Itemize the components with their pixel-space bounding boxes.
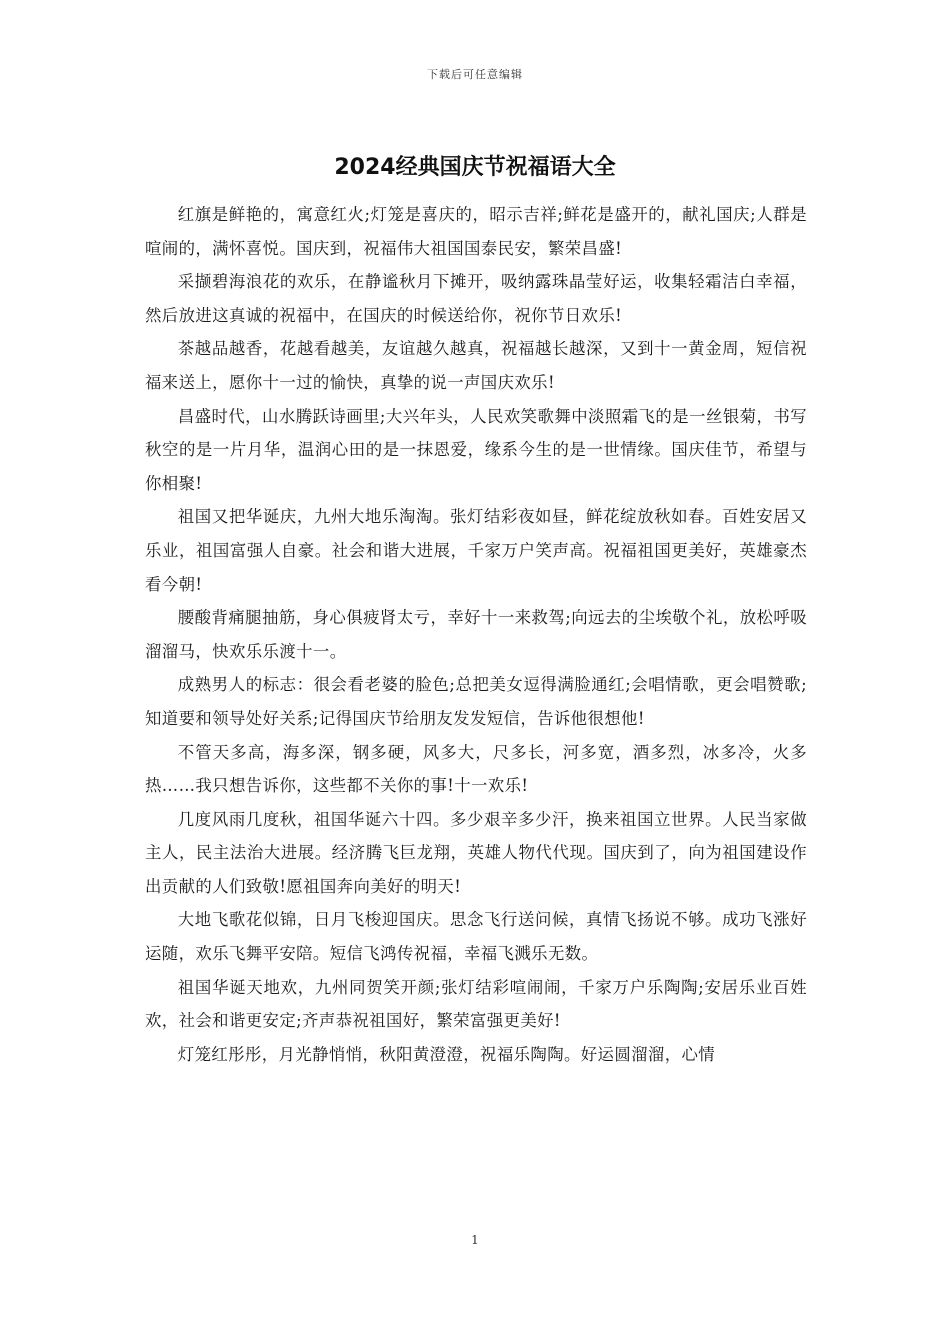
paragraph: 祖国又把华诞庆，九州大地乐淘淘。张灯结彩夜如昼，鲜花绽放秋如春。百姓安居又乐业，祖国富强人自豪。社会和谐大进展，千家万户笑声高。祝福祖国更美好，英雄豪杰看今朝! [145, 507, 807, 594]
paragraph: 茶越品越香，花越看越美，友谊越久越真，祝福越长越深，又到十一黄金周，短信祝福来送上，愿你十一过的愉快，真挚的说一声国庆欢乐! [145, 339, 807, 392]
paragraph: 成熟男人的标志：很会看老婆的脸色;总把美女逗得满脸通红;会唱情歌，更会唱赞歌;知道要和领导处好关系;记得国庆节给朋友发发短信，告诉他很想他! [145, 675, 807, 728]
page-number: 1 [471, 1233, 479, 1247]
paragraph: 红旗是鲜艳的，寓意红火;灯笼是喜庆的，昭示吉祥;鲜花是盛开的，献礼国庆;人群是喧闹的，满怀喜悦。国庆到，祝福伟大祖国国泰民安，繁荣昌盛! [145, 205, 807, 258]
paragraph: 灯笼红彤彤，月光静悄悄，秋阳黄澄澄，祝福乐陶陶。好运圆溜溜，心情 [177, 1044, 716, 1064]
paragraph: 大地飞歌花似锦，日月飞梭迎国庆。思念飞行送问候，真情飞扬说不够。成功飞涨好运随，欢乐飞舞平安陪。短信飞鸿传祝福，幸福飞溅乐无数。 [145, 910, 807, 964]
paragraph: 昌盛时代，山水腾跃诗画里;大兴年头，人民欢笑歌舞中淡照霜飞的是一丝银菊，书写秋空的是一片月华，温润心田的是一抹恩爱，缘系今生的是一世情缘。国庆佳节，希望与你相聚! [145, 406, 807, 493]
document-title: 2024经典国庆节祝福语大全 [334, 155, 616, 180]
paragraph: 几度风雨几度秋，祖国华诞六十四。多少艰辛多少汗，换来祖国立世界。人民当家做主人，民主法治大进展。经济腾飞巨龙翔，英雄人物代代现。国庆到了，向为祖国建设作出贡献的人们致敬!愿祖国奔向美好的明天! [145, 809, 807, 896]
paragraph: 不管天多高，海多深，钢多硬，风多大，尺多长，河多宽，酒多烈，冰多冷，火多热……我只想告诉你，这些都不关你的事!十一欢乐! [145, 742, 807, 796]
paragraph: 采撷碧海浪花的欢乐，在静谧秋月下摊开，吸纳露珠晶莹好运，收集轻霜洁白幸福，然后放进这真诚的祝福中，在国庆的时候送给你，祝你节日欢乐! [145, 272, 807, 325]
paragraph: 祖国华诞天地欢，九州同贺笑开颜;张灯结彩喧闹闹，千家万户乐陶陶;安居乐业百姓欢，社会和谐更安定;齐声恭祝祖国好，繁荣富强更美好! [145, 977, 807, 1031]
page-header-note: 下载后可任意编辑 [427, 68, 523, 81]
document-body [145, 198, 807, 1202]
paragraph: 腰酸背痛腿抽筋，身心俱疲肾太亏，幸好十一来救驾;向远去的尘埃敬个礼，放松呼吸溜溜马，快欢乐乐渡十一。 [145, 608, 807, 661]
